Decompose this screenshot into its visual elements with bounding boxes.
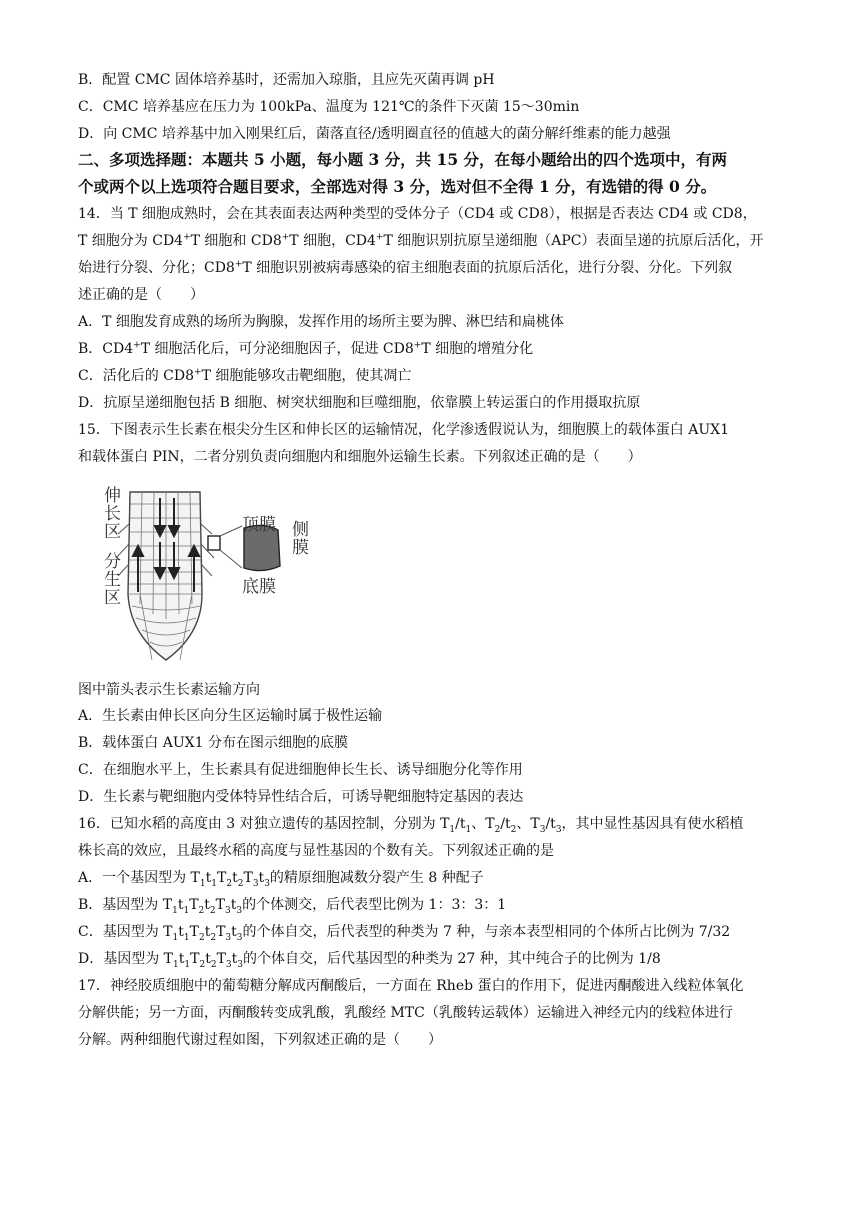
q16-text: T — [215, 897, 225, 913]
q14-option-b — [78, 339, 783, 359]
q16-text: T — [216, 924, 226, 940]
root-tip-figure — [96, 484, 314, 670]
superscript: + — [183, 232, 191, 243]
q14-text: B．CD4 — [78, 341, 134, 357]
subscript: 2 — [226, 878, 233, 889]
q16-text: A．一个基因型为 T — [78, 870, 200, 886]
q17-stem-line3: 分解。两种细胞代谢过程如图，下列叙述正确的是（ ） — [78, 1032, 442, 1048]
subscript: 3 — [264, 878, 270, 889]
q14-stem-line2 — [78, 231, 783, 251]
subscript: 3 — [237, 959, 244, 970]
subscript: 3 — [252, 878, 259, 889]
q16-text: 的个体自交，后代基因型的种类为 27 种，其中纯合子的比例为 1/8 — [243, 951, 661, 967]
q16-text: t — [205, 951, 211, 967]
subscript: 2 — [198, 905, 205, 916]
superscript: + — [413, 340, 422, 351]
q16-text: t — [178, 924, 184, 940]
subscript: 1 — [199, 878, 206, 889]
q17-stem-line2: 分解供能；另一方面，丙酮酸转变成乳酸，乳酸经 MTC（乳酸转运载体）运输进入神经元内的线粒体进行 — [78, 1005, 733, 1021]
q16-text: 、T — [516, 816, 540, 832]
q16-stem-line2: 株长高的效应，且最终水稻的高度与显性基因的个数有关。下列叙述正确的是 — [78, 843, 554, 859]
q14-option-a: A．T 细胞发育成熟的场所为胸腺，发挥作用的场所主要为脾、淋巴结和扁桃体 — [78, 314, 564, 330]
q16-text: t — [204, 924, 211, 940]
q16-text: T — [216, 951, 226, 967]
q14-text: T 细胞识别被病毒感染的宿主细胞表面的抗原后活化，进行分裂、分化。下列叙 — [242, 260, 733, 276]
q14-stem-line1: 14．当 T 细胞成熟时，会在其表面表达两种类型的受体分子（CD4 或 CD8），根据是否表达 CD4 或 CD8， — [78, 206, 757, 222]
label-elongation-zone: 伸长区 — [100, 486, 120, 540]
q16-text: t — [231, 924, 237, 940]
subscript: 2 — [210, 959, 217, 970]
q16-text: T — [190, 951, 200, 967]
subscript: 3 — [225, 932, 232, 943]
q15-stem-line2: 和载体蛋白 PIN，二者分别负责向细胞内和细胞外运输生长素。下列叙述正确的是（ ） — [78, 449, 642, 465]
figure-caption: 图中箭头表示生长素运输方向 — [78, 682, 260, 698]
q16-text: t — [204, 897, 210, 913]
superscript: + — [234, 259, 243, 270]
q16-stem-line1 — [78, 814, 783, 834]
q16-option-a — [78, 868, 783, 888]
superscript: + — [133, 340, 141, 351]
superscript: + — [281, 232, 290, 243]
q16-text: /t — [545, 816, 556, 832]
root-tip-diagram — [96, 484, 314, 670]
subscript: 1 — [172, 932, 179, 943]
subscript: 3 — [224, 905, 231, 916]
subscript: 3 — [225, 959, 232, 970]
section2-heading-line1: 二、多项选择题：本题共 5 小题，每小题 3 分，共 15 分，在每小题给出的四个选项中，有两 — [78, 150, 728, 169]
q15-stem-line1: 15．下图表示生长素在根尖分生区和伸长区的运输情况，化学渗透假说认为，细胞膜上的载体蛋白 AUX1 — [78, 422, 730, 438]
subscript: 2 — [198, 932, 205, 943]
subscript: 1 — [183, 905, 190, 916]
q16-option-c — [78, 922, 783, 942]
q16-text: t — [231, 951, 238, 967]
q14-stem-line4: 述正确的是（ ） — [78, 287, 204, 303]
subscript: 2 — [210, 932, 217, 943]
q16-text: 的个体测交，后代表型比例为 1：3：3：1 — [242, 897, 507, 913]
q16-text: t — [205, 870, 212, 886]
subscript: 3 — [236, 905, 243, 916]
subscript: 2 — [494, 824, 501, 835]
q13-option-c: C．CMC 培养基应在压力为 100kPa、温度为 121℃的条件下灭菌 15～30min — [78, 99, 580, 115]
subscript: 1 — [184, 959, 191, 970]
q14-text: T 细胞分为 CD4 — [78, 233, 184, 249]
subscript: 3 — [236, 932, 243, 943]
q15-option-a: A．生长素由伸长区向分生区运输时属于极性运输 — [78, 708, 383, 724]
q14-option-c — [78, 366, 783, 386]
section2-heading-line2: 个或两个以上选项符合题目要求，全部选对得 3 分，选对但不全得 1 分，有选错的得 0 分。 — [78, 177, 717, 196]
q16-text: /t — [500, 816, 511, 832]
q13-option-b: B．配置 CMC 固体培养基时，还需加入琼脂，且应先灭菌再调 pH — [78, 72, 495, 88]
q14-text: T 细胞识别抗原呈递细胞（APC）表面呈递的抗原后活化，开 — [383, 233, 764, 249]
q16-option-b — [78, 895, 783, 915]
q16-text: t — [258, 870, 265, 886]
q14-text: T 细胞和 CD8 — [190, 233, 282, 249]
q15-option-d: D．生长素与靶细胞内受体特异性结合后，可诱导靶细胞特定基因的表达 — [78, 789, 524, 805]
label-meristem-zone: 分生区 — [100, 552, 120, 606]
q16-text: /t — [455, 816, 466, 832]
q16-text: T — [189, 924, 199, 940]
superscript: + — [194, 367, 202, 378]
zoom-line-top — [220, 526, 242, 536]
highlighted-cell — [208, 536, 220, 550]
label-top-membrane: 顶膜 — [242, 515, 276, 535]
q14-stem-line3 — [78, 258, 783, 278]
q16-text: T — [217, 870, 227, 886]
q14-option-d: D．抗原呈递细胞包括 B 细胞、树突状细胞和巨噬细胞，依靠膜上转运蛋白的作用摄取抗原 — [78, 395, 641, 411]
q13-option-d: D．向 CMC 培养基中加入刚果红后，菌落直径/透明圈直径的值越大的菌分解纤维素的能力越强 — [78, 126, 671, 142]
subscript: 1 — [172, 905, 178, 916]
zoom-line-bottom — [220, 550, 242, 568]
q16-text: t — [177, 897, 184, 913]
q16-text: C．基因型为 T — [78, 924, 173, 940]
subscript: 3 — [555, 824, 562, 835]
subscript: 2 — [510, 824, 517, 835]
q14-text: 始进行分裂、分化；CD8 — [78, 260, 235, 276]
q16-text: D．基因型为 T — [78, 951, 174, 967]
q15-option-c: C．在细胞水平上，生长素具有促进细胞伸长生长、诱导细胞分化等作用 — [78, 762, 523, 778]
q14-text: T 细胞能够攻击靶细胞，使其凋亡 — [201, 368, 412, 384]
q15-option-b: B．载体蛋白 AUX1 分布在图示细胞的底膜 — [78, 735, 348, 751]
subscript: 2 — [237, 878, 244, 889]
q16-text: t — [230, 897, 237, 913]
subscript: 1 — [173, 959, 179, 970]
subscript: 1 — [465, 824, 472, 835]
q14-text: T 细胞的增殖分化 — [421, 341, 534, 357]
q14-text: C．活化后的 CD8 — [78, 368, 195, 384]
q16-text: 的精原细胞减数分裂产生 8 种配子 — [269, 870, 484, 886]
q16-text: t — [178, 951, 185, 967]
q16-text: 16．已知水稻的高度由 3 对独立遗传的基因控制，分别为 T — [78, 816, 450, 832]
q14-text: T 细胞活化后，可分泌细胞因子，促进 CD8 — [140, 341, 414, 357]
subscript: 3 — [539, 824, 546, 835]
q16-text: t — [232, 870, 238, 886]
q16-option-d — [78, 949, 783, 969]
subscript: 1 — [211, 878, 218, 889]
superscript: + — [375, 232, 384, 243]
q16-text: T — [243, 870, 253, 886]
q16-text: ，其中显性基因具有使水稻植 — [561, 816, 744, 832]
q16-text: B．基因型为 T — [78, 897, 173, 913]
label-side-membrane: 侧膜 — [288, 520, 308, 556]
subscript: 1 — [449, 824, 456, 835]
q17-stem-line1: 17．神经胶质细胞中的葡萄糖分解成丙酮酸后，一方面在 Rheb 蛋白的作用下，促进丙酮酸进入线粒体氧化 — [78, 978, 744, 994]
q16-text: 、T — [471, 816, 495, 832]
q14-text: T 细胞，CD4 — [289, 233, 376, 249]
q16-text: T — [189, 897, 199, 913]
subscript: 1 — [183, 932, 190, 943]
subscript: 2 — [209, 905, 216, 916]
subscript: 2 — [199, 959, 206, 970]
label-bottom-membrane: 底膜 — [242, 577, 276, 597]
q16-text: 的个体自交，后代表型的种类为 7 种，与亲本表型相同的个体所占比例为 7/32 — [242, 924, 731, 940]
